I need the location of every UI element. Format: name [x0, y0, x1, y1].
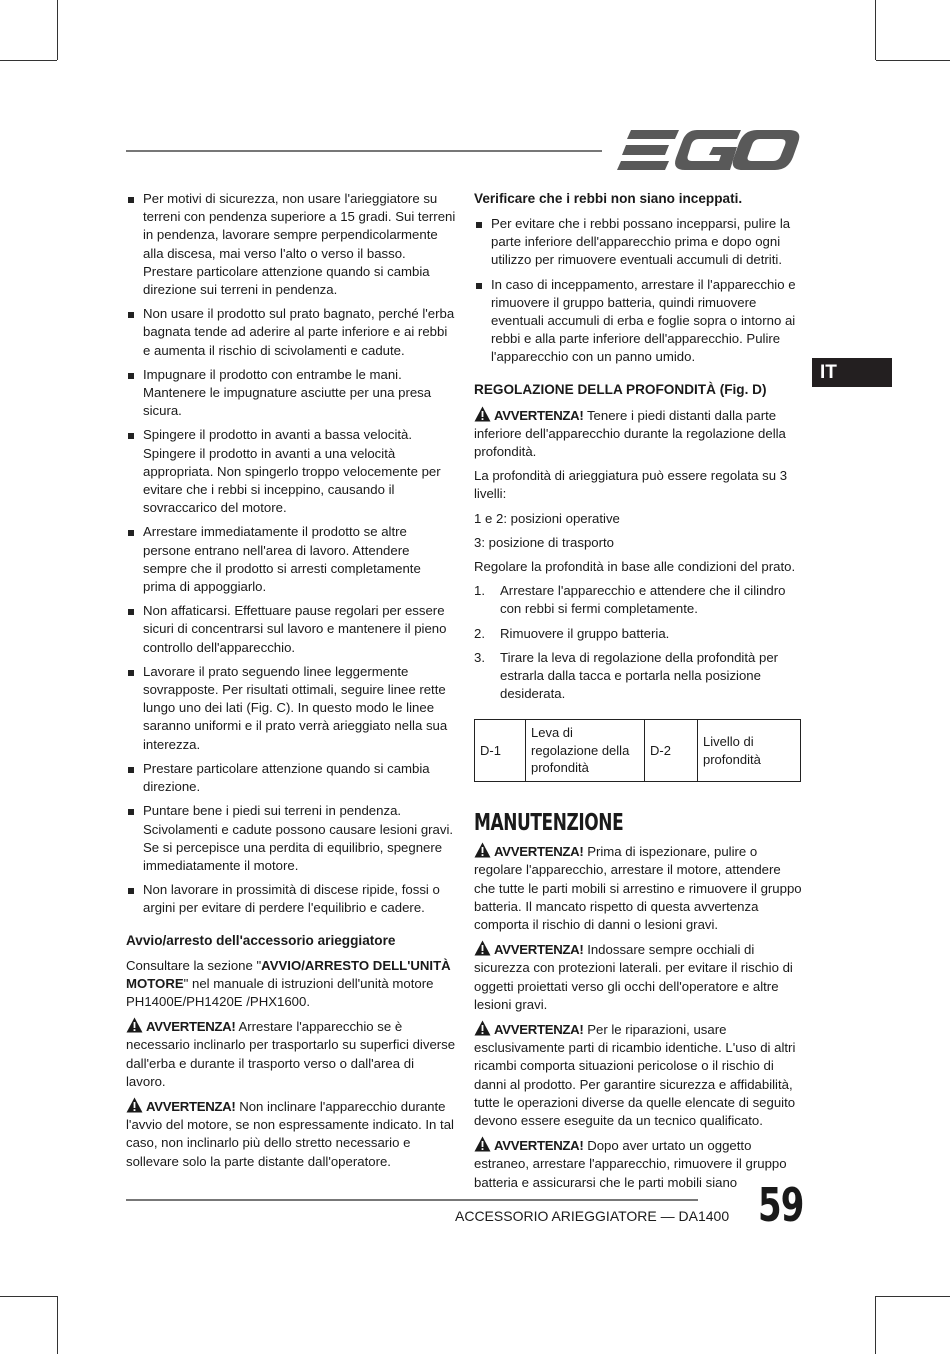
page-number: 59 [758, 1178, 804, 1232]
table-cell: Livello di profondità [698, 720, 801, 782]
language-tab: IT [812, 358, 892, 387]
table-cell: D-1 [475, 720, 526, 782]
warning-paragraph: AVVERTENZA! Prima di ispezionare, pulire o regolare l'apparecchio, arrestare il motore, attendere che tutte le parti mobili si arrestino e rimuovere il gruppo batteria. Il mancato rispetto di questa avvertenza comporta il rischio di danni o lesioni gravi. [474, 844, 802, 932]
warning-paragraph: AVVERTENZA! Arrestare l'apparecchio se è necessario inclinarlo per trasportarlo su superfici diverse dall'erba e durante il trasporto verso o dall'area di lavoro. [126, 1019, 456, 1089]
maintenance-title: MANUTENZIONE [474, 809, 624, 836]
warning-label: AVVERTENZA! [146, 1019, 236, 1035]
list-item: Per evitare che i rebbi possano incepparsi, pulire la parte inferiore dell'apparecchio prima e dopo ogni utilizzo per rimuovere eventuali accumuli di detriti. [474, 215, 802, 270]
depth-paragraph: La profondità di arieggiatura può essere regolata su 3 livelli: [474, 468, 788, 502]
right-column [474, 190, 802, 1198]
list-item: Spingere il prodotto in avanti a bassa velocità. Spingere il prodotto in avanti a una velocità appropriata. Non spingerlo troppo velocemente per evitare che i rebbi si inceppino, causando il sovraccarico del motore. [126, 426, 456, 517]
crop-mark [57, 1296, 58, 1354]
list-item: 2. Rimuovere il gruppo batteria. [474, 625, 670, 641]
list-item: Impugnare il prodotto con entrambe le mani. Mantenere le impugnature asciutte per una presa sicura. [126, 366, 456, 421]
crop-mark [0, 1296, 57, 1297]
warning-label: AVVERTENZA! [494, 942, 584, 958]
depth-paragraph: Regolare la profondità in base alle condizioni del prato. [474, 559, 796, 575]
crop-mark [876, 1296, 950, 1297]
warning-triangle-icon [126, 1017, 143, 1033]
depth-steps [474, 582, 802, 703]
header-rule [126, 150, 602, 152]
list-item: In caso di inceppamento, arrestare il l'apparecchio e rimuovere il gruppo batteria, quindi rimuovere eventuali accumuli di erba e foglie sopra o intorno ai rebbi e alla parte inferiore dell'apparecchio. Pulire l'apparecchio con un panno umido. [474, 276, 802, 367]
crop-mark [0, 60, 57, 61]
left-column [126, 190, 456, 1177]
table-cell: Leva di regolazione della profondità [526, 720, 645, 782]
tine-check-heading: Verificare che i rebbi non siano inceppati. [474, 191, 743, 206]
warning-triangle-icon [474, 406, 491, 422]
depth-paragraph: 1 e 2: posizioni operative [474, 510, 620, 526]
warning-paragraph: AVVERTENZA! Per le riparazioni, usare esclusivamente parti di ricambio identiche. L'uso di altri ricambi comporta situazioni pericolose o il rischio di danni al prodotto. Per garantire sicurezza e affidabilità, tutte le operazioni diverse da quelle elencate di seguito devono essere eseguite da un tecnico qualificato. [474, 1022, 796, 1129]
list-item: 1. Arrestare l'apparecchio e attendere che il cilindro con rebbi si fermi completamente. [474, 583, 786, 617]
warning-paragraph: AVVERTENZA! Non inclinare l'apparecchio durante l'avvio del motore, se non espressamente indicato. In tal caso, non inclinarlo più dello stretto necessario e sollevare solo la parte distante dall'operatore. [126, 1098, 454, 1169]
crop-mark [876, 60, 950, 61]
footer-text: ACCESSORIO ARIEGGIATORE — DA1400 [455, 1208, 730, 1224]
warning-label: AVVERTENZA! [494, 1138, 584, 1154]
warning-triangle-icon [126, 1097, 143, 1113]
warning-triangle-icon [474, 1136, 491, 1152]
warning-label: AVVERTENZA! [494, 844, 584, 860]
start-stop-heading: Avvio/arresto dell'accessorio arieggiatore [126, 932, 396, 948]
start-stop-paragraph: Consultare la sezione "AVVIO/ARRESTO DELL'UNITÀ MOTORE" nel manuale di istruzioni dell'unità motore PH1400E/PH1420E /PHX1600. [126, 957, 451, 1009]
crop-mark [875, 0, 876, 60]
warning-paragraph: AVVERTENZA! Dopo aver urtato un oggetto estraneo, arrestare l'apparecchio, rimuovere il gruppo batteria e assicurarsi che le parti mobili siano [474, 1138, 787, 1190]
ego-logo [617, 128, 800, 172]
footer-rule [126, 1199, 698, 1201]
list-item: Non affaticarsi. Effettuare pause regolari per essere sicuri di concentrarsi sul lavoro e mantenere il pieno controllo dell'apparecchio. [126, 602, 456, 657]
depth-heading: REGOLAZIONE DELLA PROFONDITÀ (Fig. D) [474, 381, 767, 397]
warning-paragraph: AVVERTENZA! Tenere i piedi distanti dalla parte inferiore dell'apparecchio durante la regolazione della profondità. [474, 407, 786, 460]
warning-label: AVVERTENZA! [146, 1098, 236, 1114]
tine-check-list [474, 215, 802, 367]
list-item: Non lavorare in prossimità di discese ripide, fossi o argini per evitare di perdere l'equilibrio e cadere. [126, 881, 456, 917]
warning-paragraph: AVVERTENZA! Indossare sempre occhiali di sicurezza con protezioni laterali. per evitare il rischio di oggetti proiettati verso gli occhi dell'operatore e altre lesioni gravi. [474, 942, 793, 1012]
warning-triangle-icon [474, 940, 491, 956]
list-item: 3. Tirare la leva di regolazione della profondità per estrarla dalla tacca e portarla nella posizione desiderata. [474, 649, 779, 702]
list-item: Prestare particolare attenzione quando si cambia direzione. [126, 760, 456, 796]
crop-mark [875, 1296, 876, 1354]
warning-triangle-icon [474, 1020, 491, 1036]
safety-bullet-list [126, 190, 456, 918]
table-row [475, 720, 801, 782]
crop-mark [57, 0, 58, 60]
list-item: Lavorare il prato seguendo linee leggermente sovrapposte. Per risultati ottimali, seguire linee rette lungo uno dei lati (Fig. C). In questo modo le linee saranno uniformi e il prato verrà arieggiato nella sua interezza. [126, 663, 456, 754]
warning-triangle-icon [474, 842, 491, 858]
list-item: Puntare bene i piedi sui terreni in pendenza. Scivolamenti e cadute possono causare lesioni gravi. Se si percepisce una perdita di equilibrio, spegnere immediatamente il motore. [126, 802, 456, 875]
warning-label: AVVERTENZA! [494, 1022, 584, 1037]
warning-label: AVVERTENZA! [494, 407, 584, 423]
list-item: Non usare il prodotto sul prato bagnato, perché l'erba bagnata tende ad aderire al parte inferiore e ai rebbi e aumenta il rischio di scivolamenti e cadute. [126, 305, 456, 360]
table-cell: D-2 [645, 720, 698, 782]
figure-legend-table [474, 719, 801, 782]
list-item: Per motivi di sicurezza, non usare l'arieggiatore su terreni con pendenza superiore a 15 gradi. Sui terreni in pendenza, lavorare sempre perpendicolarmente alla discesa, mai verso l'alto o verso il basso. Prestare particolare attenzione quando si cambia direzione sui terreni in pendenza. [126, 190, 456, 299]
depth-paragraph: 3: posizione di trasporto [474, 534, 615, 550]
list-item: Arrestare immediatamente il prodotto se altre persone entrano nell'area di lavoro. Attendere sempre che il prodotto si arresti completamente prima di appoggiarlo. [126, 523, 456, 596]
